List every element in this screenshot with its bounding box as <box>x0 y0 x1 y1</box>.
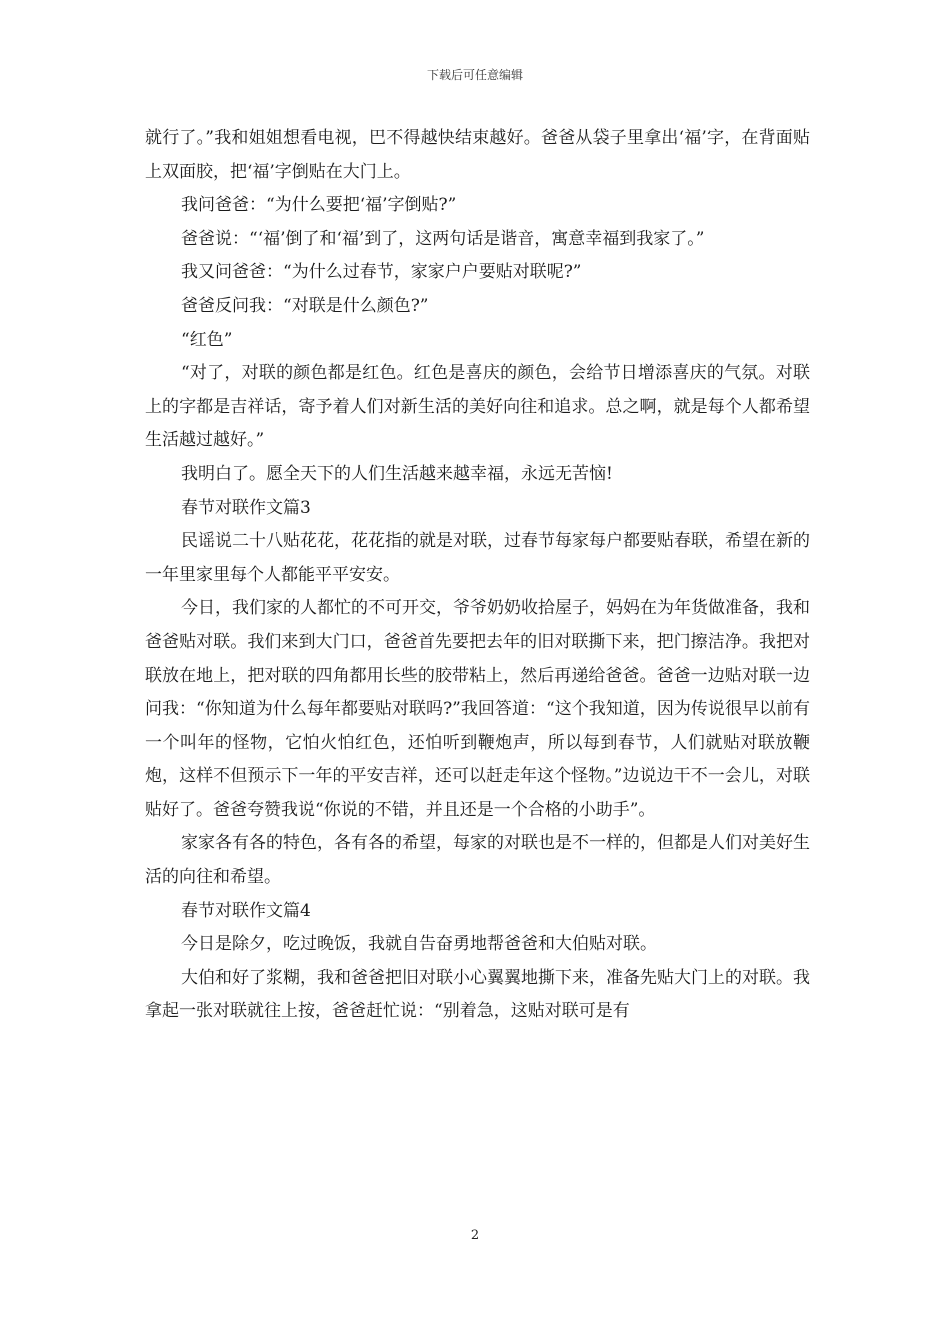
paragraph: 爸爸反问我：“对联是什么颜色?” <box>181 295 429 316</box>
section-heading: 春节对联作文篇3 <box>181 497 311 518</box>
paragraph: 就行了。”我和姐姐想看电视，巴不得越快结束越好。爸爸从袋子里拿出‘福’字，在背面贴上双面胶，把‘福’字倒贴在大门上。 <box>145 128 810 182</box>
paragraph: 爸爸说：“‘福’倒了和‘福’到了，这两句话是谐音，寓意幸福到我家了。” <box>181 228 705 249</box>
paragraph: 家家各有各的特色，各有各的希望，每家的对联也是不一样的，但都是人们对美好生活的向往和希望。 <box>145 833 810 888</box>
paragraph: 民谣说二十八贴花花，花花指的就是对联，过春节每家每户都要贴春联，希望在新的一年里家里每个人都能平平安安。 <box>145 531 810 585</box>
document-body <box>145 122 810 1029</box>
paragraph: 大伯和好了浆糊，我和爸爸把旧对联小心翼翼地撕下来，准备先贴大门上的对联。我拿起一张对联就往上按，爸爸赶忙说：“别着急，这贴对联可是有 <box>145 967 810 1022</box>
section-heading: 春节对联作文篇4 <box>181 900 311 921</box>
paragraph: 我明白了。愿全天下的人们生活越来越幸福，永远无苦恼! <box>181 463 613 484</box>
paragraph: 今日是除夕，吃过晚饭，我就自告奋勇地帮爸爸和大伯贴对联。 <box>181 934 657 955</box>
paragraph: “对了，对联的颜色都是红色。红色是喜庆的颜色，会给节日增添喜庆的气氛。对联上的字都是吉祥话，寄予着人们对新生活的美好向往和追求。总之啊，就是每个人都希望生活越过越好。” <box>145 363 810 451</box>
paragraph: 今日，我们家的人都忙的不可开交，爷爷奶奶收拾屋子，妈妈在为年货做准备，我和爸爸贴对联。我们来到大门口，爸爸首先要把去年的旧对联撕下来，把门擦洁净。我把对联放在地上，把对联的四角都用长些的胶带粘上，然后再递给爸爸。爸爸一边贴对联一边问我：“你知道为什么每年都要贴对联吗?”我回答道：“这个我知道，因为传说很早以前有一个叫年的怪物，它怕火怕红色，还怕听到鞭炮声，所以每到春节，人们就贴对联放鞭炮，这样不但预示下一年的平安吉祥，还可以赶走年这个怪物。”边说边干不一会儿，对联贴好了。爸爸夸赞我说“你说的不错，并且还是一个合格的小助手”。 <box>145 598 810 820</box>
page-header: 下载后可任意编辑 <box>426 68 523 82</box>
paragraph: 我又问爸爸：“为什么过春节，家家户户要贴对联呢?” <box>181 262 582 283</box>
paragraph: 我问爸爸：“为什么要把‘福’字倒贴?” <box>181 195 457 216</box>
page-number: 2 <box>470 1228 480 1243</box>
paragraph: “红色” <box>181 329 233 350</box>
